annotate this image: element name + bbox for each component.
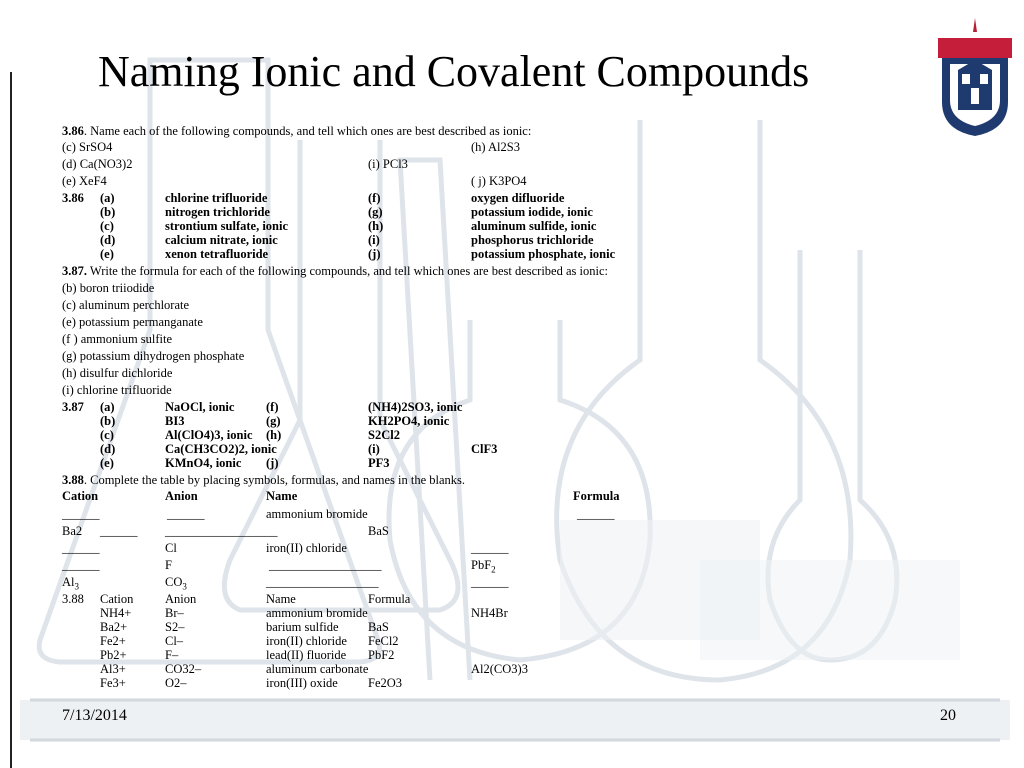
q388-cell: iron(II) chloride	[266, 541, 347, 555]
q388-cation-cell	[62, 575, 79, 592]
q388-answer-cell: Ba2+	[100, 620, 128, 634]
q386-answer-text: calcium nitrate, ionic	[165, 233, 278, 247]
q386-answer-text: nitrogen trichloride	[165, 205, 270, 219]
q386-answer-label: 3.86	[62, 191, 84, 205]
q388-cell: ______	[471, 575, 509, 589]
q387-answer-text: (NH4)2SO3, ionic	[368, 400, 463, 414]
q388-answer-label: 3.88	[62, 592, 84, 606]
q388-cell: ______	[167, 507, 205, 521]
q388-answer-cell: Fe2O3	[368, 676, 403, 690]
q387-answer-text: KMnO4, ionic	[165, 456, 242, 470]
q386-answer-letter: (f)	[368, 191, 381, 205]
q388-anion-text: CO	[165, 575, 183, 589]
q387-number: 3.87.	[62, 264, 87, 278]
q387-answer-text: PF3	[368, 456, 390, 470]
q388-cell: ______	[577, 507, 615, 521]
q388-answer-cell: NH4Br	[471, 606, 508, 620]
q388-answer-cell: CO32–	[165, 662, 202, 676]
q388-answer-cell: FeCl2	[368, 634, 399, 648]
q388-answer-cell: iron(III) oxide	[266, 676, 338, 690]
q388-cell: ammonium bromide	[266, 507, 368, 521]
q387-answer-text: KH2PO4, ionic	[368, 414, 450, 428]
q388-header-name: Name	[266, 489, 298, 503]
q387-answer-text: S2Cl2	[368, 428, 400, 442]
q386-answer-letter: (e)	[100, 247, 114, 261]
q388-header-formula: Formula	[573, 489, 620, 503]
q388-answer-cell: Fe2+	[100, 634, 126, 648]
q387-item: (e) potassium permanganate	[62, 315, 203, 329]
left-border-rule	[10, 72, 12, 768]
q388-answer-cell: BaS	[368, 620, 389, 634]
q387-answer-letter: (g)	[266, 414, 281, 428]
q388-cell: __________________	[266, 575, 379, 589]
q388-header-anion: Anion	[165, 489, 198, 503]
slide-page-number: 20	[940, 707, 956, 724]
q388-subscript: 2	[491, 564, 496, 575]
q388-answer-cell: Fe3+	[100, 676, 126, 690]
q386-prompt-line	[62, 124, 531, 138]
q386-item: ( j) K3PO4	[471, 174, 527, 188]
q388-answer-cell: Al2(CO3)3	[471, 662, 528, 676]
q386-answer-letter: (i)	[368, 233, 380, 247]
q386-item: (i) PCl3	[368, 157, 408, 171]
slide-title: Naming Ionic and Covalent Compounds	[98, 47, 810, 96]
q386-answer-letter: (h)	[368, 219, 384, 233]
q388-answer-cell: NH4+	[100, 606, 132, 620]
q387-answer-label: 3.87	[62, 400, 84, 414]
q388-answer-header: Formula	[368, 592, 411, 606]
q388-answer-cell: ammonium bromide	[266, 606, 368, 620]
q387-answer-text: BI3	[165, 414, 185, 428]
q387-answer-text: Ca(CH3CO2)2, ionic	[165, 442, 277, 456]
q387-answer-text: ClF3	[471, 442, 498, 456]
q387-item: (c) aluminum perchlorate	[62, 298, 190, 312]
q386-answer-text: potassium phosphate, ionic	[471, 247, 616, 261]
q388-answer-cell: PbF2	[368, 648, 395, 662]
q388-subscript: 3	[182, 581, 187, 592]
q387-item: (f ) ammonium sulfite	[62, 332, 173, 346]
q388-cell: Ba2	[62, 524, 83, 538]
q387-prompt-line	[62, 264, 608, 278]
q388-answer-header: Cation	[100, 592, 134, 606]
q388-cell: ______	[471, 541, 509, 555]
q388-formula-text: PbF	[471, 558, 492, 572]
q388-cell: __________________	[165, 524, 278, 538]
q386-prompt: . Name each of the following compounds, and tell which ones are best described as ionic:	[83, 124, 532, 138]
q386-answer-letter: (b)	[100, 205, 116, 219]
q386-answer-letter: (d)	[100, 233, 116, 247]
q386-answer-text: potassium iodide, ionic	[471, 205, 593, 219]
q386-item: (e) XeF4	[62, 174, 107, 188]
slide-date: 7/13/2014	[62, 707, 127, 724]
q386-item: (h) Al2S3	[471, 140, 520, 154]
q388-formula-cell	[471, 558, 496, 575]
q387-answer-letter: (i)	[368, 442, 380, 456]
q388-answer-cell: O2–	[165, 676, 187, 690]
q386-answer-letter: (a)	[100, 191, 115, 205]
q388-cell: __________________	[269, 558, 382, 572]
q387-item: (i) chlorine trifluoride	[62, 383, 172, 397]
q388-cell: F	[165, 558, 172, 572]
q386-answer-letter: (c)	[100, 219, 114, 233]
q387-prompt: Write the formula for each of the following compounds, and tell which ones are best described as ionic:	[87, 264, 608, 278]
q388-prompt: . Complete the table by placing symbols, formulas, and names in the blanks.	[83, 473, 466, 487]
q388-cell: BaS	[368, 524, 389, 538]
q388-subscript: 3	[74, 581, 79, 592]
q388-anion-cell	[165, 575, 187, 592]
q388-answer-cell: Br–	[165, 606, 184, 620]
q388-answer-cell: lead(II) fluoride	[266, 648, 347, 662]
q387-answer-letter: (j)	[266, 456, 279, 470]
q386-number: 3.86	[62, 124, 84, 138]
q386-answer-text: oxygen difluoride	[471, 191, 565, 205]
q388-answer-cell: S2–	[165, 620, 185, 634]
q388-answer-cell: aluminum carbonate	[266, 662, 369, 676]
q388-number: 3.88	[62, 473, 84, 487]
q388-prompt-line	[62, 473, 465, 487]
q387-answer-text: Al(ClO4)3, ionic	[165, 428, 253, 442]
q386-answer-text: chlorine trifluoride	[165, 191, 268, 205]
q387-answer-letter: (c)	[100, 428, 114, 442]
q387-answer-letter: (d)	[100, 442, 116, 456]
q388-cell: Cl	[165, 541, 177, 555]
q387-answer-letter: (e)	[100, 456, 114, 470]
q387-answer-letter: (b)	[100, 414, 116, 428]
q387-answer-letter: (h)	[266, 428, 282, 442]
q388-answer-cell: Pb2+	[100, 648, 127, 662]
q388-answer-cell: Cl–	[165, 634, 184, 648]
q388-answer-cell: F–	[165, 648, 179, 662]
q386-answer-text: aluminum sulfide, ionic	[471, 219, 597, 233]
q388-answer-cell: barium sulfide	[266, 620, 339, 634]
q386-answer-text: phosphorus trichloride	[471, 233, 594, 247]
q386-answer-text: strontium sulfate, ionic	[165, 219, 289, 233]
q387-item: (b) boron triiodide	[62, 281, 155, 295]
q388-answer-header: Name	[266, 592, 296, 606]
q386-answer-text: xenon tetrafluoride	[165, 247, 269, 261]
q386-answer-letter: (g)	[368, 205, 383, 219]
q387-item: (h) disulfur dichloride	[62, 366, 173, 380]
university-crest-logo	[936, 14, 1014, 138]
q386-item: (c) SrSO4	[62, 140, 113, 154]
q387-answer-text: NaOCl, ionic	[165, 400, 235, 414]
q386-answer-letter: (j)	[368, 247, 381, 261]
q388-cation-text: Al	[62, 575, 75, 589]
q388-answer-cell: Al3+	[100, 662, 126, 676]
q387-answer-letter: (f)	[266, 400, 279, 414]
q388-cell: ______	[100, 524, 138, 538]
q388-cell: ______	[62, 541, 100, 555]
q387-answer-letter: (a)	[100, 400, 115, 414]
q387-item: (g) potassium dihydrogen phosphate	[62, 349, 245, 363]
q386-item: (d) Ca(NO3)2	[62, 157, 133, 171]
q388-answer-cell: iron(II) chloride	[266, 634, 347, 648]
q388-answer-header: Anion	[165, 592, 197, 606]
q388-cell: ______	[62, 507, 100, 521]
q388-header-cation: Cation	[62, 489, 99, 503]
q388-cell: ______	[62, 558, 100, 572]
